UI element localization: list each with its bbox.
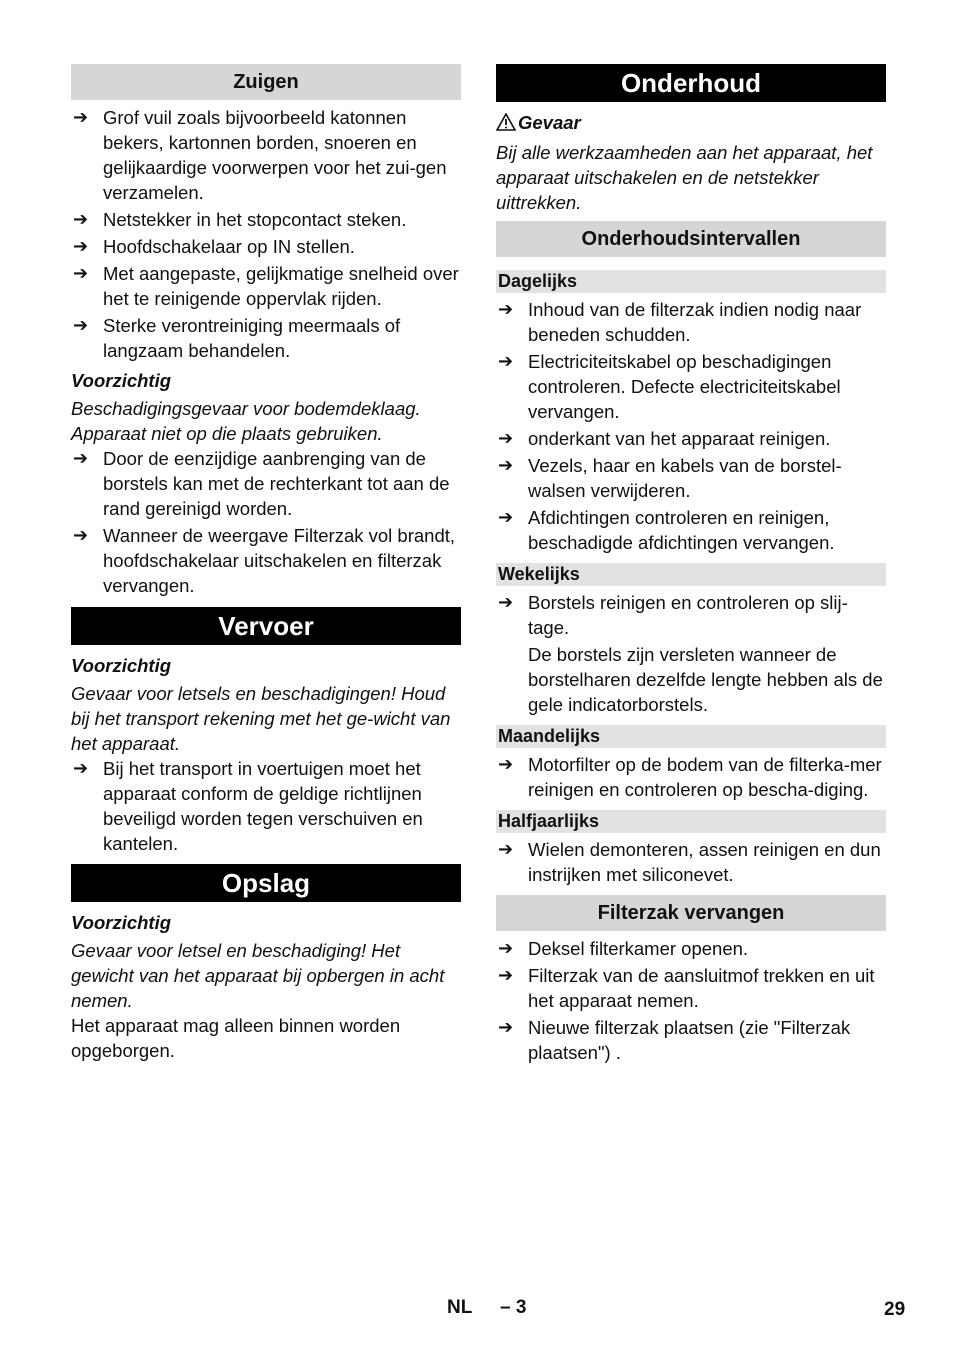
arrow-right-icon: ➔	[73, 236, 89, 256]
list-item-text: Sterke verontreiniging meermaals of langzaam behandelen.	[103, 315, 401, 361]
list-item-text: Deksel filterkamer openen.	[528, 937, 749, 959]
subsection-halfjaarlijks: Halfjaarlijks	[496, 810, 886, 833]
arrow-right-icon: ➔	[73, 448, 89, 468]
list-item-text: Vezels, haar en kabels van de borstel-walsen verwijderen.	[528, 454, 842, 501]
list-item-text: Inhoud van de filterzak indien nodig naar beneden schudden.	[528, 298, 862, 345]
list-item	[496, 453, 886, 503]
list-item	[71, 234, 461, 259]
list-item	[496, 590, 886, 640]
list-item-text: Grof vuil zoals bijvoorbeeld katonnen bekers, kartonnen borden, snoeren en gelijkaardige voorwerpen voor het zui-gen verzamelen.	[103, 107, 447, 203]
footer-language: NL	[447, 1297, 473, 1318]
footer-section: – 3	[500, 1297, 527, 1318]
halfjaarlijks-list	[496, 837, 886, 887]
arrow-right-icon: ➔	[73, 107, 89, 127]
list-item	[496, 349, 886, 424]
caution-text: Beschadigingsgevaar voor bodemdeklaag. Apparaat niet op die plaats gebruiken.	[71, 398, 421, 444]
warning-triangle-icon	[496, 112, 518, 137]
page-number: 29	[884, 1299, 906, 1320]
list-item	[496, 837, 886, 887]
arrow-right-icon: ➔	[498, 937, 514, 958]
arrow-right-icon: ➔	[73, 263, 89, 283]
list-item-text: Met aangepaste, gelijkmatige snelheid over het te reinigende oppervlak rijden.	[103, 263, 459, 309]
arrow-right-icon: ➔	[498, 506, 514, 527]
list-item	[71, 446, 461, 521]
caution-title: Voorzichtig	[71, 370, 172, 391]
list-item	[496, 297, 886, 347]
list-item	[71, 105, 461, 205]
right-column	[496, 64, 886, 1067]
arrow-right-icon: ➔	[498, 964, 514, 985]
list-item-text: Netstekker in het stopcontact steken.	[103, 209, 407, 230]
arrow-right-icon: ➔	[73, 315, 89, 335]
body-text: Het apparaat mag alleen binnen worden opgeborgen.	[71, 1015, 401, 1061]
arrow-right-icon: ➔	[73, 209, 89, 229]
caution-title: Voorzichtig	[71, 912, 172, 933]
list-item-text: Electriciteitskabel op beschadigingen controleren. Defecte electriciteitskabel vervangen.	[528, 350, 841, 422]
dagelijks-list	[496, 297, 886, 555]
zuigen-list-2	[71, 446, 461, 598]
list-item-text: Nieuwe filterzak plaatsen (zie "Filterzak plaatsen") .	[528, 1016, 851, 1063]
list-item	[71, 261, 461, 311]
arrow-right-icon: ➔	[73, 758, 89, 778]
list-item-text: Hoofdschakelaar op IN stellen.	[103, 236, 355, 257]
section-header-vervoer: Vervoer	[71, 607, 461, 645]
list-item	[71, 207, 461, 232]
maandelijks-list	[496, 752, 886, 802]
list-item	[496, 752, 886, 802]
wekelijks-list	[496, 590, 886, 640]
danger-text: Bij alle werkzaamheden aan het apparaat, het apparaat uitschakelen en de netstekker uittrekken.	[496, 141, 873, 213]
list-item-text: Filterzak van de aansluitmof trekken en uit het apparaat nemen.	[528, 964, 875, 1011]
vervoer-list	[71, 756, 461, 856]
caution-text: Gevaar voor letsels en beschadigingen! Houd bij het transport rekening met het ge-wicht van het apparaat.	[71, 683, 451, 754]
list-item-text: onderkant van het apparaat reinigen.	[528, 427, 831, 449]
left-column	[71, 64, 461, 1063]
list-item-text: Door de eenzijdige aanbrenging van de borstels kan met de rechterkant tot aan de rand gereinigd worden.	[103, 448, 450, 519]
list-item	[496, 505, 886, 555]
arrow-right-icon: ➔	[498, 427, 514, 448]
list-item	[496, 963, 886, 1013]
list-item-text: Wielen demonteren, assen reinigen en dun instrijken met siliconevet.	[528, 838, 881, 885]
list-item	[71, 756, 461, 856]
arrow-right-icon: ➔	[498, 298, 514, 319]
list-item	[496, 1015, 886, 1065]
list-item-text: Borstels reinigen en controleren op slij-tage.	[528, 591, 848, 638]
list-item	[71, 313, 461, 363]
arrow-right-icon: ➔	[498, 1016, 514, 1037]
arrow-right-icon: ➔	[498, 454, 514, 475]
subsection-maandelijks: Maandelijks	[496, 725, 886, 748]
list-item	[496, 426, 886, 451]
arrow-right-icon: ➔	[498, 838, 514, 859]
wekelijks-note: De borstels zijn versleten wanneer de borstelharen dezelfde lengte hebben als de gele indicatorborstels.	[528, 643, 883, 715]
list-item-text: Wanneer de weergave Filterzak vol brandt, hoofdschakelaar uitschakelen en filterzak vervangen.	[103, 525, 456, 596]
caution-title: Voorzichtig	[71, 655, 172, 676]
subsection-dagelijks: Dagelijks	[496, 270, 886, 293]
list-item-text: Motorfilter op de bodem van de filterka-mer reinigen en controleren op bescha-diging.	[528, 753, 882, 800]
filterzak-list	[496, 936, 886, 1065]
danger-title	[496, 110, 886, 137]
section-header-onderhoud: Onderhoud	[496, 64, 886, 102]
list-item	[496, 936, 886, 961]
danger-title-text: Gevaar	[518, 112, 581, 133]
arrow-right-icon: ➔	[498, 591, 514, 612]
section-header-filterzak: Filterzak vervangen	[496, 895, 886, 931]
section-header-opslag: Opslag	[71, 864, 461, 902]
list-item-text: Afdichtingen controleren en reinigen, beschadigde afdichtingen vervangen.	[528, 506, 835, 553]
zuigen-list	[71, 105, 461, 363]
arrow-right-icon: ➔	[498, 753, 514, 774]
list-item-text: Bij het transport in voertuigen moet het apparaat conform de geldige richtlijnen beveiligd worden tegen verschuiven en kantelen.	[103, 758, 423, 854]
section-header-zuigen: Zuigen	[71, 64, 461, 100]
arrow-right-icon: ➔	[73, 525, 89, 545]
list-item	[71, 523, 461, 598]
subsection-wekelijks: Wekelijks	[496, 563, 886, 586]
arrow-right-icon: ➔	[498, 350, 514, 371]
caution-text: Gevaar voor letsel en beschadiging! Het gewicht van het apparaat bij opbergen in acht nemen.	[71, 940, 445, 1011]
section-header-intervals: Onderhoudsintervallen	[496, 221, 886, 257]
